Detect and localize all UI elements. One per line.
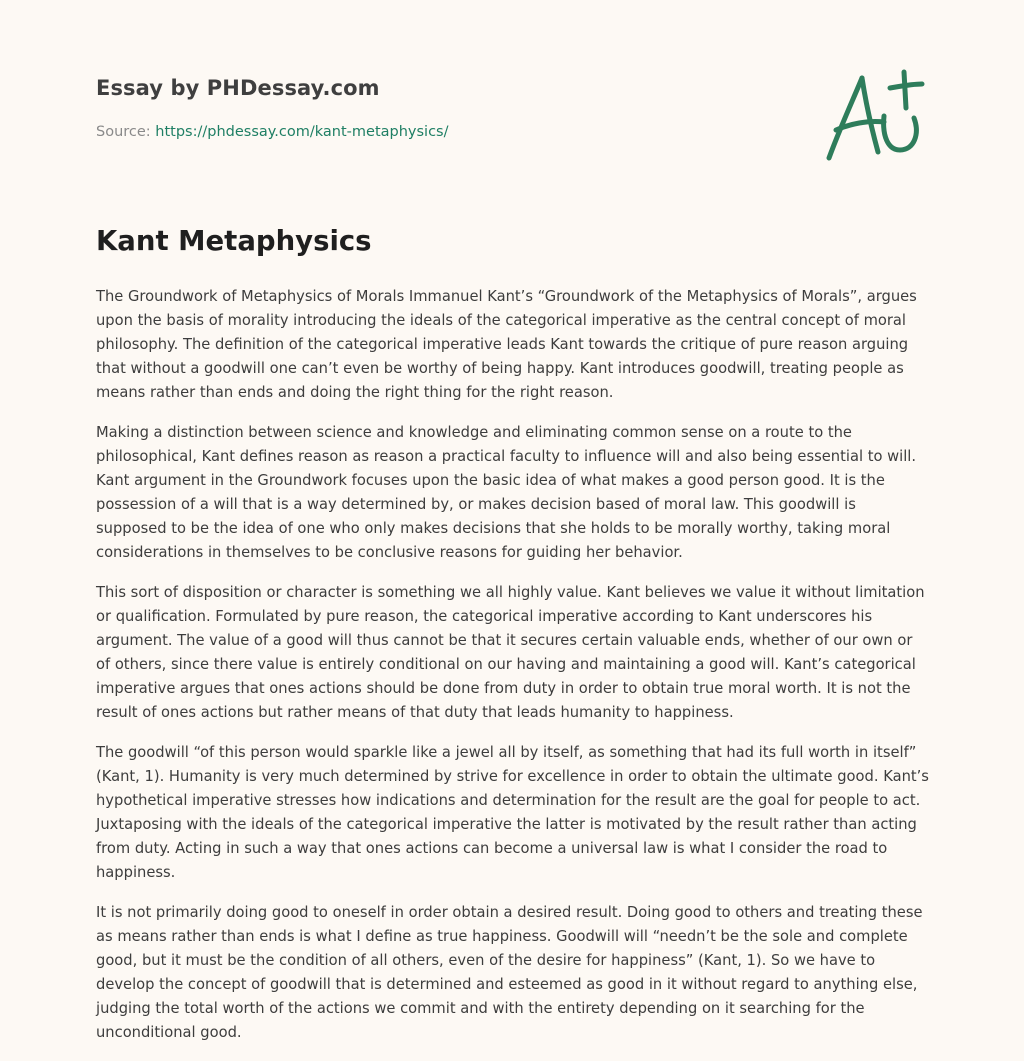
essay-paragraph: This sort of disposition or character is something we all highly value. Kant believes we value it without limitation or qualification. Formulated by pure reason, the categorical imperative according to Kant underscores his argument. The value of a good will thus cannot be that it secures certain valuable ends, whether of our own or of others, since there value is entirely conditional on our having and maintaining a good will. Kant’s categorical imperative argues that ones actions should be done from duty in order to obtain true moral worth. It is not the result of ones actions but rather means of that duty that leads humanity to happiness. [96,584,925,721]
essay-paragraph: It is not primarily doing good to oneself in order obtain a desired result. Doing good to others and treating these as means rather than ends is what I define as true happiness. Goodwill will “needn’t be the sole and complete good, but it must be the condition of all others, even of the desire for happiness” (Kant, 1). So we have to develop the concept of goodwill that is determined and esteemed as good in it without regard to anything else, judging the total worth of the actions we commit and with the entirety depending on it searching for the unconditional good. [96,904,923,1041]
site-title: Essay by PHDessay.com [96,76,380,100]
source-link[interactable]: https://phdessay.com/kant-metaphysics/ [155,124,449,140]
essay-paragraph: The Groundwork of Metaphysics of Morals Immanuel Kant’s “Groundwork of the Metaphysics of Morals”, argues upon the basis of morality introducing the ideals of the categorical imperative as the central concept of moral philosophy. The definition of the categorical imperative leads Kant towards the critique of pure reason arguing that without a goodwill one can’t even be worthy of being happy. Kant introduces goodwill, treating people as means rather than ends and doing the right thing for the right reason. [96,288,917,401]
essay-paragraph: Making a distinction between science and knowledge and eliminating common sense on a route to the philosophical, Kant defines reason as reason a practical faculty to influence will and also being essential to will. Kant argument in the Groundwork focuses upon the basic idea of what makes a good person good. It is the possession of a will that is a way determined by, or makes decision based of moral law. This goodwill is supposed to be the idea of one who only makes decisions that she holds to be morally worthy, taking moral considerations in themselves to be conclusive reasons for guiding her behavior. [96,424,917,561]
essay-body [96,285,930,1061]
source-line [96,124,448,140]
essay-paragraph: The goodwill “of this person would sparkle like a jewel all by itself, as something that had its full worth in itself” (Kant, 1). Humanity is very much determined by strive for excellence in order to obtain the ultimate good. Kant’s hypothetical imperative stresses how indications and determination for the result are the goal for people to act. Juxtaposing with the ideals of the categorical imperative the latter is motivated by the result rather than acting from duty. Acting in such a way that ones actions can become a universal law is what I consider the road to happiness. [96,744,929,881]
essay-title: Kant Metaphysics [96,225,372,257]
a-plus-logo-icon [818,64,930,168]
source-label: Source: [96,124,151,140]
